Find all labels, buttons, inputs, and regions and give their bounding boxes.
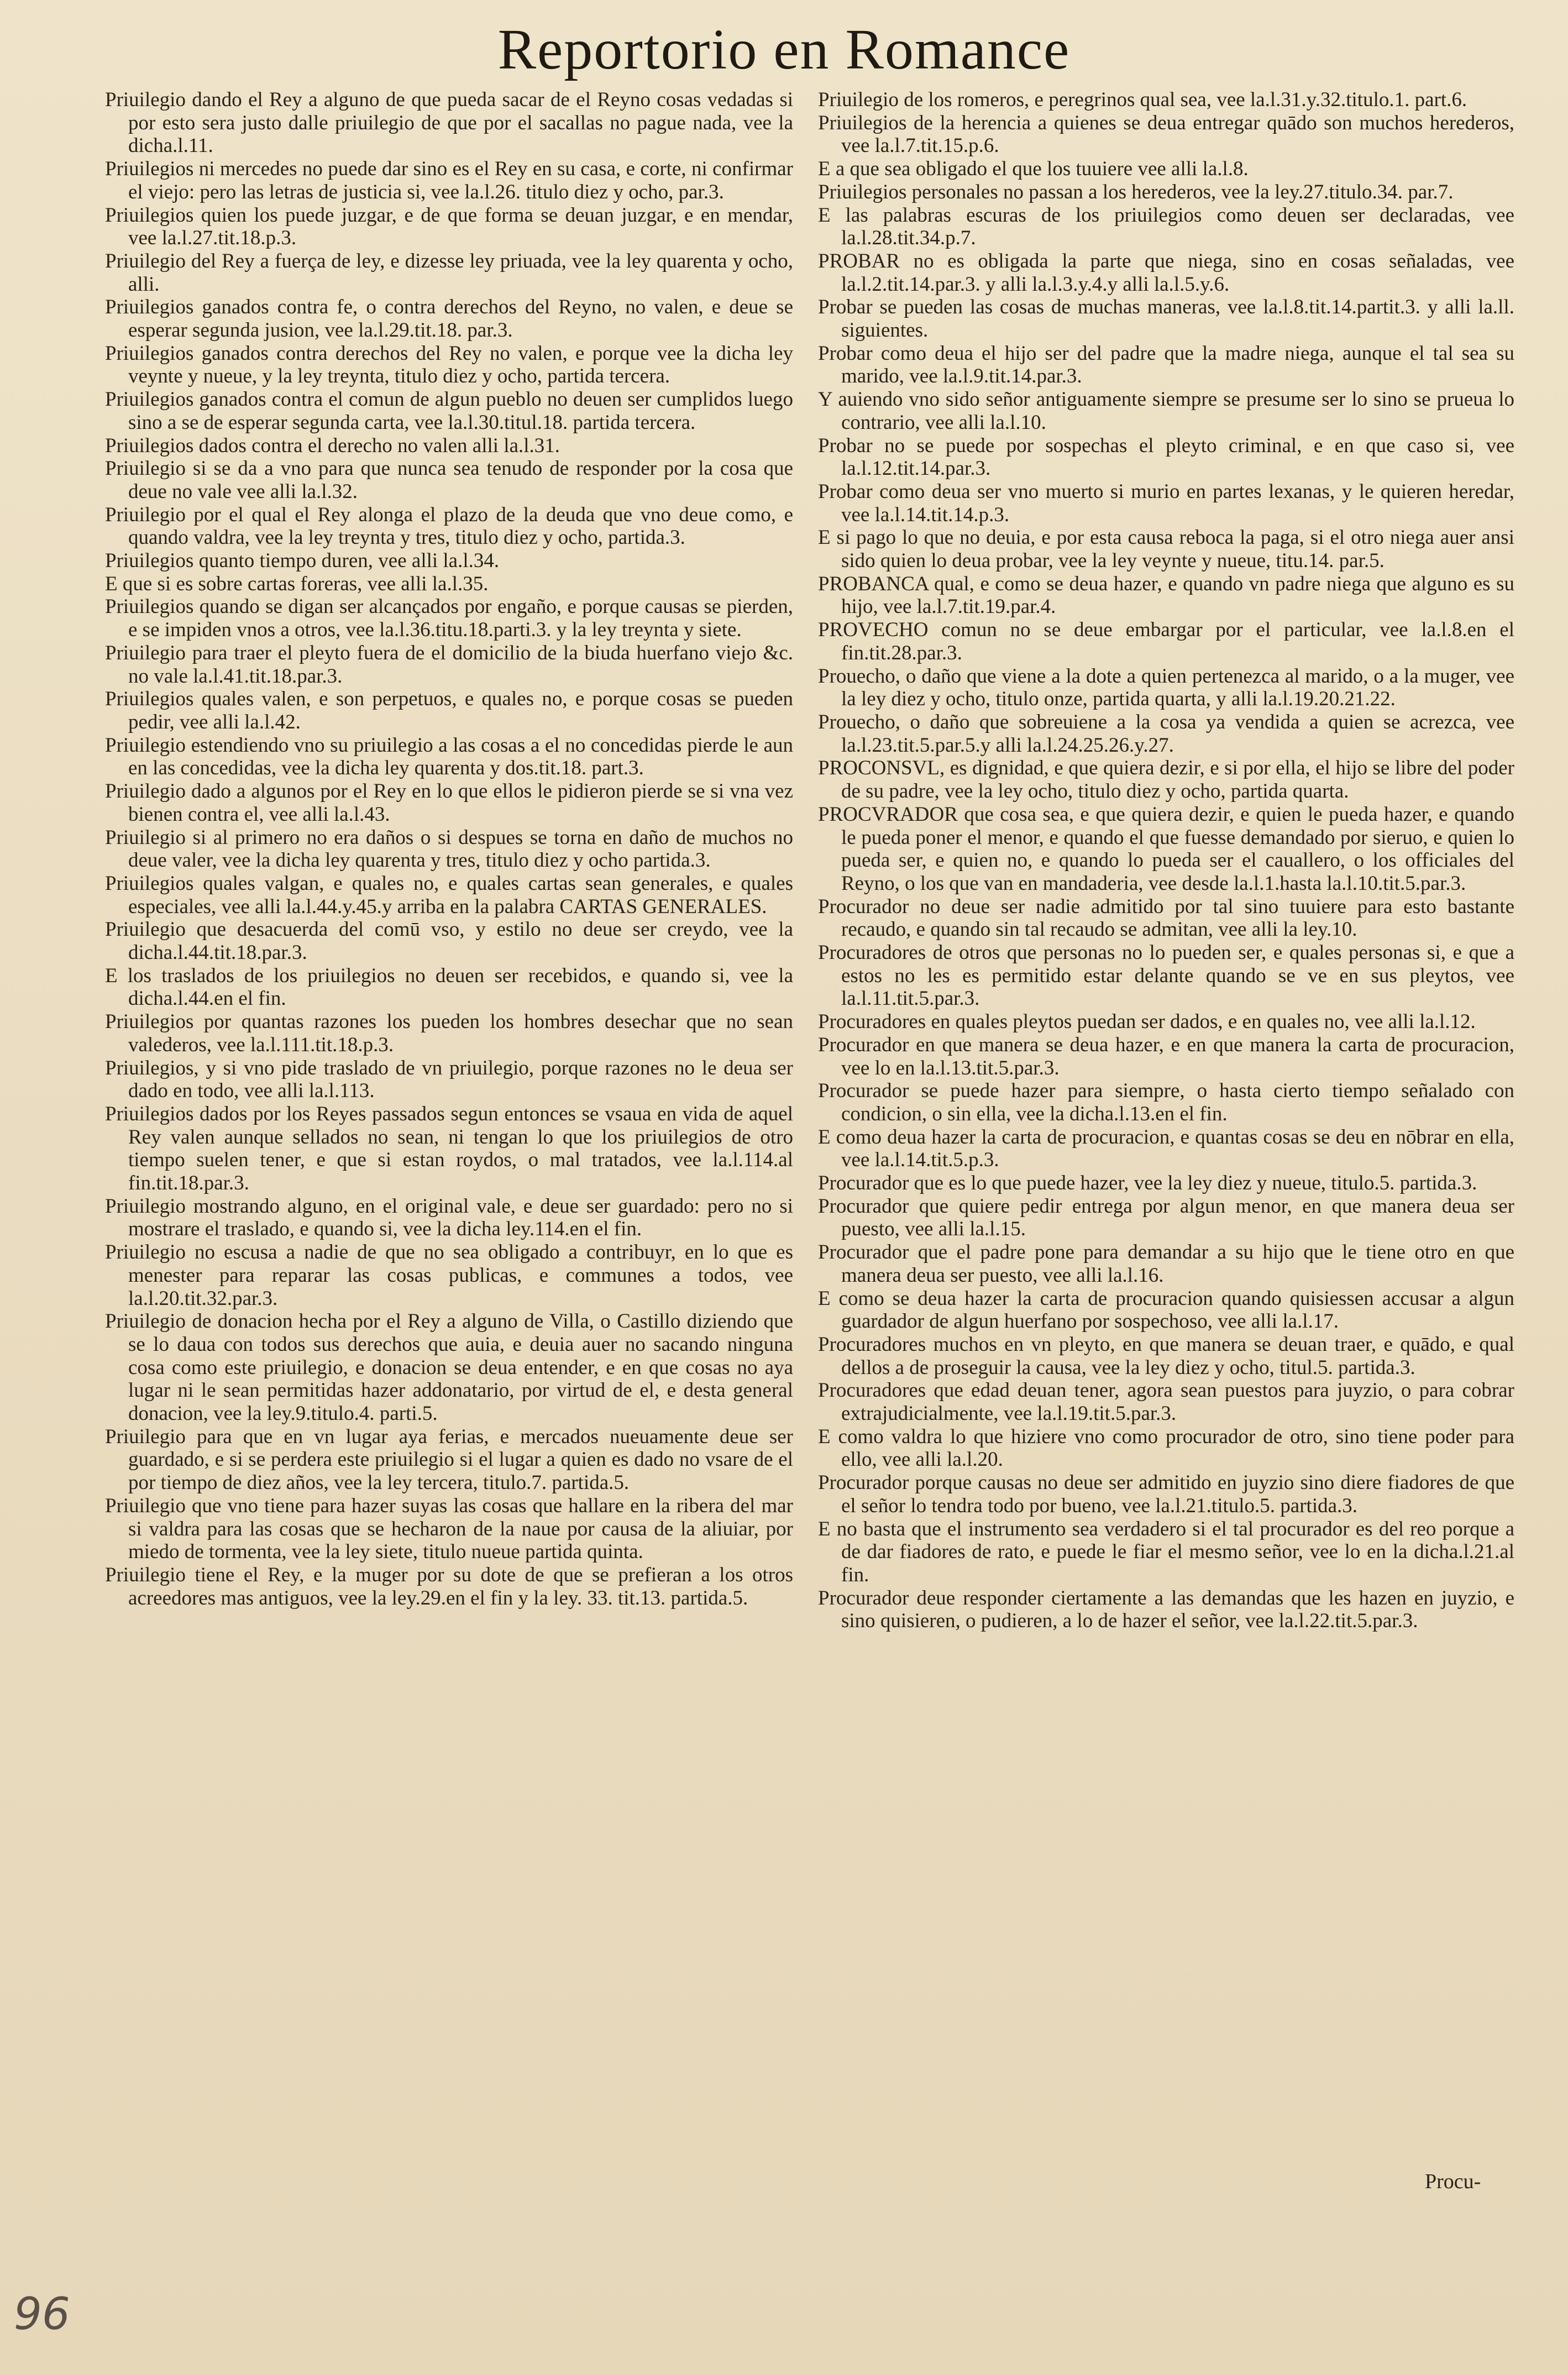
index-entry: Priuilegios quando se digan ser alcançados por engaño, e porque causas se pierden, e se impiden vnos a otros, vee la.l.36.titu.18.parti.3. y la ley treynta y siete.	[105, 595, 793, 642]
index-entry: Procurador que quiere pedir entrega por algun menor, en que manera deua ser puesto, vee alli la.l.15.	[818, 1194, 1514, 1241]
index-entry: Priuilegio dando el Rey a alguno de que pueda sacar de el Reyno cosas vedadas si por esto sera justo dalle priuilegio de que por el sacallas no pague nada, vee la dicha.l.11.	[105, 88, 793, 158]
index-entry: Priuilegios dados contra el derecho no valen alli la.l.31.	[105, 434, 560, 457]
index-entry: Priuilegio dado a algunos por el Rey en lo que ellos le pidieron pierde se si vna vez bienen contra el, vee alli la.l.43.	[105, 780, 793, 826]
index-entry: Priuilegios por quantas razones los pueden los hombres desechar que no sean valederos, vee la.l.111.tit.18.p.3.	[105, 1010, 793, 1056]
index-entry: Priuilegios dados por los Reyes passados segun entonces se vsaua en vida de aquel Rey valen aunque sellados no sean, ni tengan lo que los priuilegios de otro tiempo suelen tener, e que si estan roydos, o mal tratados, vee la.l.114.al fin.tit.18.par.3.	[105, 1102, 793, 1195]
index-entry: E no basta que el instrumento sea verdadero si el tal procurador es del reo porque a de dar fiadores de rato, e puede le fiar el mesmo señor, vee lo en la dicha.l.21.al fin.	[818, 1517, 1514, 1586]
index-entry: PROVECHO comun no se deue embargar por el particular, vee la.l.8.en el fin.tit.28.par.3.	[818, 618, 1514, 664]
left-column	[105, 88, 793, 1609]
index-entry: E que si es sobre cartas foreras, vee alli la.l.35.	[105, 572, 489, 595]
index-entry: Priuilegios, y si vno pide traslado de vn priuilegio, porque razones no le deua ser dado en todo, vee alli la.l.113.	[105, 1056, 793, 1103]
index-entry: Probar no se puede por sospechas el pleyto criminal, e en que caso si, vee la.l.12.tit.14.par.3.	[818, 434, 1514, 480]
index-entry: E los traslados de los priuilegios no deuen ser recebidos, e quando si, vee la dicha.l.44.en el fin.	[105, 964, 793, 1010]
catchword: Procu-	[1425, 2170, 1481, 2193]
index-entry: Procuradores de otros que personas no lo pueden ser, e quales personas si, e que a estos no les es permitido estar delante quando se ve en sus pleytos, vee la.l.11.tit.5.par.3.	[818, 941, 1514, 1010]
index-entry: E como se deua hazer la carta de procuracion quando quisiessen accusar a algun guardador de algun huerfano por sospechoso, vee alli la.l.17.	[818, 1287, 1514, 1333]
index-entry: Procurador deue responder ciertamente a las demandas que les hazen en juyzio, e sino quisieren, o pudieren, a lo de hazer el señor, vee la.l.22.tit.5.par.3.	[818, 1586, 1514, 1633]
index-entry: Priuilegios personales no passan a los herederos, vee la ley.27.titulo.34. par.7.	[818, 180, 1454, 203]
index-entry: Procurador que el padre pone para demandar a su hijo que le tiene otro en que manera deua ser puesto, vee alli la.l.16.	[818, 1241, 1514, 1287]
index-entry: Priuilegios ni mercedes no puede dar sino es el Rey en su casa, e corte, ni confirmar el viejo: pero las letras de justicia si, vee la.l.26. titulo diez y ocho, par.3.	[105, 158, 793, 203]
index-entry: E como deua hazer la carta de procuracion, e quantas cosas se deu en nōbrar en ella, vee la.l.14.tit.5.p.3.	[818, 1125, 1514, 1172]
index-entry: Procuradores en quales pleytos puedan ser dados, e en quales no, vee alli la.l.12.	[818, 1010, 1476, 1034]
index-entry: Priuilegio que vno tiene para hazer suyas las cosas que hallare en la ribera del mar si valdra para las cosas que se hecharon de la naue por causa de la aliuiar, por miedo de tormenta, vee la ley siete, titulo nueue partida quinta.	[105, 1494, 793, 1564]
index-entry: E si pago lo que no deuia, e por esta causa reboca la paga, si el otro niega auer ansi sido quien lo deua probar, vee la ley veynte y nueue, titu.14. par.5.	[818, 526, 1514, 573]
index-entry: Procurador porque causas no deue ser admitido en juyzio sino diere fiadores de que el señor lo tendra todo por bueno, vee la.l.21.titulo.5. partida.3.	[818, 1471, 1514, 1517]
index-entry: Priuilegio de donacion hecha por el Rey a alguno de Villa, o Castillo diziendo que se lo daua con todos sus derechos que auia, e deuia auer no sacando ninguna cosa como este priuilegio, e donacion se deua entender, e en que cosas no aya lugar ni le sean permitidas hazer addonatario, por virtud de el, e desta general donacion, vee la ley.9.titulo.4. parti.5.	[105, 1310, 793, 1425]
index-entry: Priuilegios de la herencia a quienes se deua entregar quādo son muchos herederos, vee la.l.7.tit.15.p.6.	[818, 111, 1514, 158]
index-entry: Priuilegios quanto tiempo duren, vee alli la.l.34.	[105, 549, 500, 573]
index-entry: PROBANCA qual, e como se deua hazer, e quando vn padre niega que alguno es su hijo, vee la.l.7.tit.19.par.4.	[818, 572, 1514, 618]
page-title: Reportorio en Romance	[497, 18, 1071, 81]
index-entry: Probar como deua ser vno muerto si murio en partes lexanas, y le quieren heredar, vee la.l.14.tit.14.p.3.	[818, 480, 1514, 526]
index-entry: Probar se pueden las cosas de muchas maneras, vee la.l.8.tit.14.partit.3. y alli la.ll. siguientes.	[818, 296, 1514, 342]
index-entry: Y auiendo vno sido señor antiguamente siempre se presume ser lo sino se prueua lo contrario, vee alli la.l.10.	[818, 388, 1514, 434]
index-entry: Priuilegios quales valen, e son perpetuos, e quales no, e porque cosas se pueden pedir, vee alli la.l.42.	[105, 688, 793, 733]
index-entry: Priuilegios ganados contra el comun de algun pueblo no deuen ser cumplidos luego sino a se de esperar segunda carta, vee la.l.30.titul.18. partida tercera.	[105, 388, 793, 434]
index-entry: E como valdra lo que hiziere vno como procurador de otro, sino tiene poder para ello, vee alli la.l.20.	[818, 1425, 1514, 1471]
index-entry: Priuilegio si al primero no era daños o si despues se torna en daño de muchos no deue valer, vee la dicha ley quarenta y tres, titulo diez y ocho partida.3.	[105, 826, 793, 872]
index-entry: E a que sea obligado el que los tuuiere vee alli la.l.8.	[818, 158, 1249, 181]
index-entry: Priuilegio para que en vn lugar aya ferias, e mercados nueuamente deue ser guardado, e si se perdera este priuilegio si el lugar a quien es dado no vsare de el por tiempo de diez años, vee la ley tercera, titulo.7. partida.5.	[105, 1425, 793, 1495]
index-entry: Priuilegio para traer el pleyto fuera de el domicilio de la biuda huerfano viejo &c. no vale la.l.41.tit.18.par.3.	[105, 641, 793, 688]
index-entry: PROCVRADOR que cosa sea, e que quiera dezir, e quien le pueda hazer, e quando le pueda poner el menor, e quando el que fuesse demandado por sieruo, e quien lo pueda ser, e quien no, e quando lo pueda ser el cauallero, o los officiales del Reyno, o los que van en mandaderia, vee desde la.l.1.hasta la.l.10.tit.5.par.3.	[818, 803, 1514, 895]
index-entry: Procuradores muchos en vn pleyto, en que manera se deuan traer, e quādo, e qual dellos a de proseguir la causa, vee la ley diez y ocho, titul.5. partida.3.	[818, 1333, 1514, 1379]
index-entry: Priuilegios quien los puede juzgar, e de que forma se deuan juzgar, e en mendar, vee la.l.27.tit.18.p.3.	[105, 203, 793, 250]
index-entry: Priuilegio estendiendo vno su priuilegio a las cosas a el no concedidas pierde le aun en las concedidas, vee la dicha ley quarenta y dos.tit.18. part.3.	[105, 733, 793, 780]
index-entry: Procurador no deue ser nadie admitido por tal sino tuuiere para esto bastante recaudo, e quando sin tal recaudo se admitan, vee alli la ley.10.	[818, 895, 1514, 941]
index-entry: PROCONSVL, es dignidad, e que quiera dezir, e si por ella, el hijo se libre del poder de su padre, vee la ley ocho, titulo diez y ocho, partida quarta.	[818, 757, 1514, 803]
index-entry: Priuilegios quales valgan, e quales no, e quales cartas sean generales, e quales especiales, vee alli la.l.44.y.45.y arriba en la palabra CARTAS GENERALES.	[105, 872, 793, 918]
index-entry: Probar como deua el hijo ser del padre que la madre niega, aunque el tal sea su marido, vee la.l.9.tit.14.par.3.	[818, 342, 1514, 388]
index-entry: Priuilegio si se da a vno para que nunca sea tenudo de responder por la cosa que deue no vale vee alli la.l.32.	[105, 457, 793, 503]
index-entry: Priuilegio por el qual el Rey alonga el plazo de la deuda que vno deue como, e quando valdra, vee la ley treynta y tres, titulo diez y ocho, partida.3.	[105, 503, 793, 549]
index-entry: Procurador en que manera se deua hazer, e en que manera la carta de procuracion, vee lo en la.l.13.tit.5.par.3.	[818, 1033, 1514, 1079]
index-entry: Procurador se puede hazer para siempre, o hasta cierto tiempo señalado con condicion, o sin ella, vee la dicha.l.13.en el fin.	[818, 1079, 1514, 1125]
folio-note: 96	[14, 2288, 70, 2340]
index-entry: PROBAR no es obligada la parte que niega, sino en cosas señaladas, vee la.l.2.tit.14.par.3. y alli la.l.3.y.4.y alli la.l.5.y.6.	[818, 249, 1514, 296]
index-entry: Priuilegio no escusa a nadie de que no sea obligado a contribuyr, en lo que es menester para reparar las cosas publicas, e communes a todos, vee la.l.20.tit.32.par.3.	[105, 1241, 793, 1310]
index-entry: Priuilegios ganados contra fe, o contra derechos del Reyno, no valen, e deue se esperar segunda jusion, vee la.l.29.tit.18. par.3.	[105, 296, 793, 342]
index-entry: Procurador que es lo que puede hazer, vee la ley diez y nueue, titulo.5. partida.3.	[818, 1172, 1477, 1195]
index-entry: Priuilegio del Rey a fuerça de ley, e dizesse ley priuada, vee la ley quarenta y ocho, alli.	[105, 249, 793, 296]
index-entry: E las palabras escuras de los priuilegios como deuen ser declaradas, vee la.l.28.tit.34.p.7.	[818, 203, 1514, 250]
index-entry: Priuilegio que desacuerda del comū vso, y estilo no deue ser creydo, vee la dicha.l.44.tit.18.par.3.	[105, 918, 793, 964]
index-entry: Priuilegio tiene el Rey, e la muger por su dote de que se prefieran a los otros acreedores mas antiguos, vee la ley.29.en el fin y la ley. 33. tit.13. partida.5.	[105, 1564, 793, 1609]
index-entry: Prouecho, o daño que sobreuiene a la cosa ya vendida a quien se acrezca, vee la.l.23.tit.5.par.5.y alli la.l.24.25.26.y.27.	[818, 710, 1514, 757]
index-entry: Procuradores que edad deuan tener, agora sean puestos para juyzio, o para cobrar extrajudicialmente, vee la.l.19.tit.5.par.3.	[818, 1379, 1514, 1425]
index-entry: Priuilegio mostrando alguno, en el original vale, e deue ser guardado: pero no si mostrare el traslado, e quando si, vee la dicha ley.114.en el fin.	[105, 1194, 793, 1241]
index-entry: Prouecho, o daño que viene a la dote a quien pertenezca al marido, o a la muger, vee la ley diez y ocho, titulo onze, partida quarta, y alli la.l.19.20.21.22.	[818, 664, 1514, 711]
index-entry: Priuilegio de los romeros, e peregrinos qual sea, vee la.l.31.y.32.titulo.1. part.6.	[818, 88, 1467, 111]
index-entry: Priuilegios ganados contra derechos del Rey no valen, e porque vee la dicha ley veynte y nueue, y la ley treynta, titulo diez y ocho, partida tercera.	[105, 342, 793, 388]
right-column	[818, 88, 1514, 1633]
